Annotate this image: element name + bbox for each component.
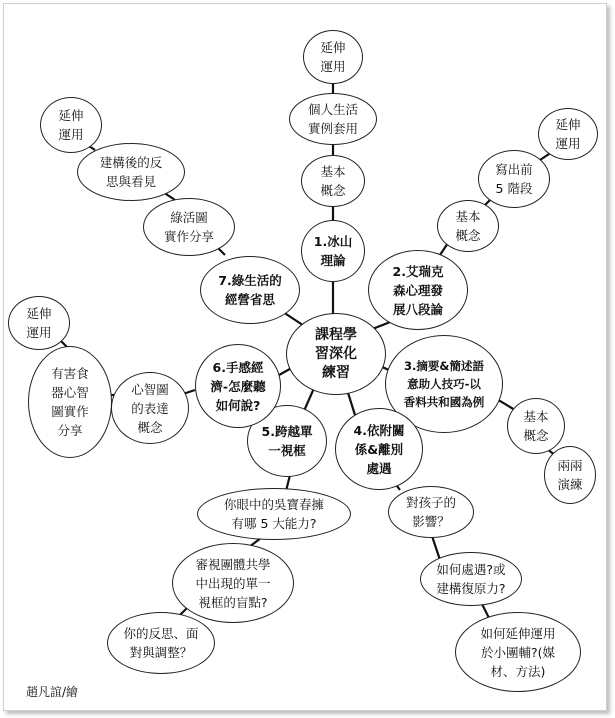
- b1-basic-node: 基本 概念: [301, 155, 365, 207]
- b4-q3-node: 如何延伸運用 於小團輔?(媒 材、方法): [455, 612, 581, 692]
- b6-ext-node: 延伸 運用: [8, 296, 70, 350]
- b5-q3-node: 你的反思、面 對與調整？: [107, 612, 215, 674]
- b2-title-node: 2.艾瑞克 森心理發 展八段論: [368, 250, 468, 330]
- b1-apply-node: 個人生活 實例套用: [289, 93, 377, 145]
- b2-ext-node: 延伸 運用: [538, 108, 598, 160]
- b4-q2-node: 如何處遇?或 建構復原力?: [420, 552, 522, 606]
- b7-share-node: 綠活圖 實作分享: [143, 198, 235, 256]
- b1-ext-node: 延伸 運用: [303, 30, 363, 84]
- b5-q2-node: 審視團體共學 中出現的單一 視框的盲點?: [172, 543, 294, 623]
- b5-q1-node: 你眼中的吳寶春擁 有哪 5 大能力?: [197, 488, 351, 540]
- b1-title-node: 1.冰山 理論: [301, 220, 365, 282]
- b6-title-node: 6.手感經 濟-怎麼聽 如何說?: [195, 344, 281, 428]
- b2-step-node: 寫出前 5 階段: [478, 150, 550, 208]
- b6-share-node: 有害食 器心智 圖實作 分享: [28, 346, 112, 458]
- b4-title-node: 4.依附關 係&離別 處遇: [335, 408, 423, 490]
- b4-q1-node: 對孩子的 影響？: [388, 486, 474, 538]
- b7-ext-node: 延伸 運用: [40, 97, 102, 153]
- b3-basic-node: 基本 概念: [507, 398, 565, 454]
- b7-reflect-node: 建構後的反 思與看見: [77, 143, 185, 201]
- b5-title-node: 5.跨越單 一視框: [247, 405, 327, 477]
- b6-expr-node: 心智圖 的表達 概念: [111, 372, 189, 444]
- b2-basic-node: 基本 概念: [437, 200, 499, 252]
- center-node: 課程學 習深化 練習: [286, 313, 386, 395]
- b7-title-node: 7.綠生活的 經營省思: [200, 256, 300, 324]
- b3-demo-node: 兩兩 演練: [544, 446, 596, 504]
- author-credit: 趙凡誼/繪: [26, 685, 79, 699]
- b3-title-node: 3.摘要&簡述語 意助人技巧-以 香料共和國為例: [385, 335, 503, 433]
